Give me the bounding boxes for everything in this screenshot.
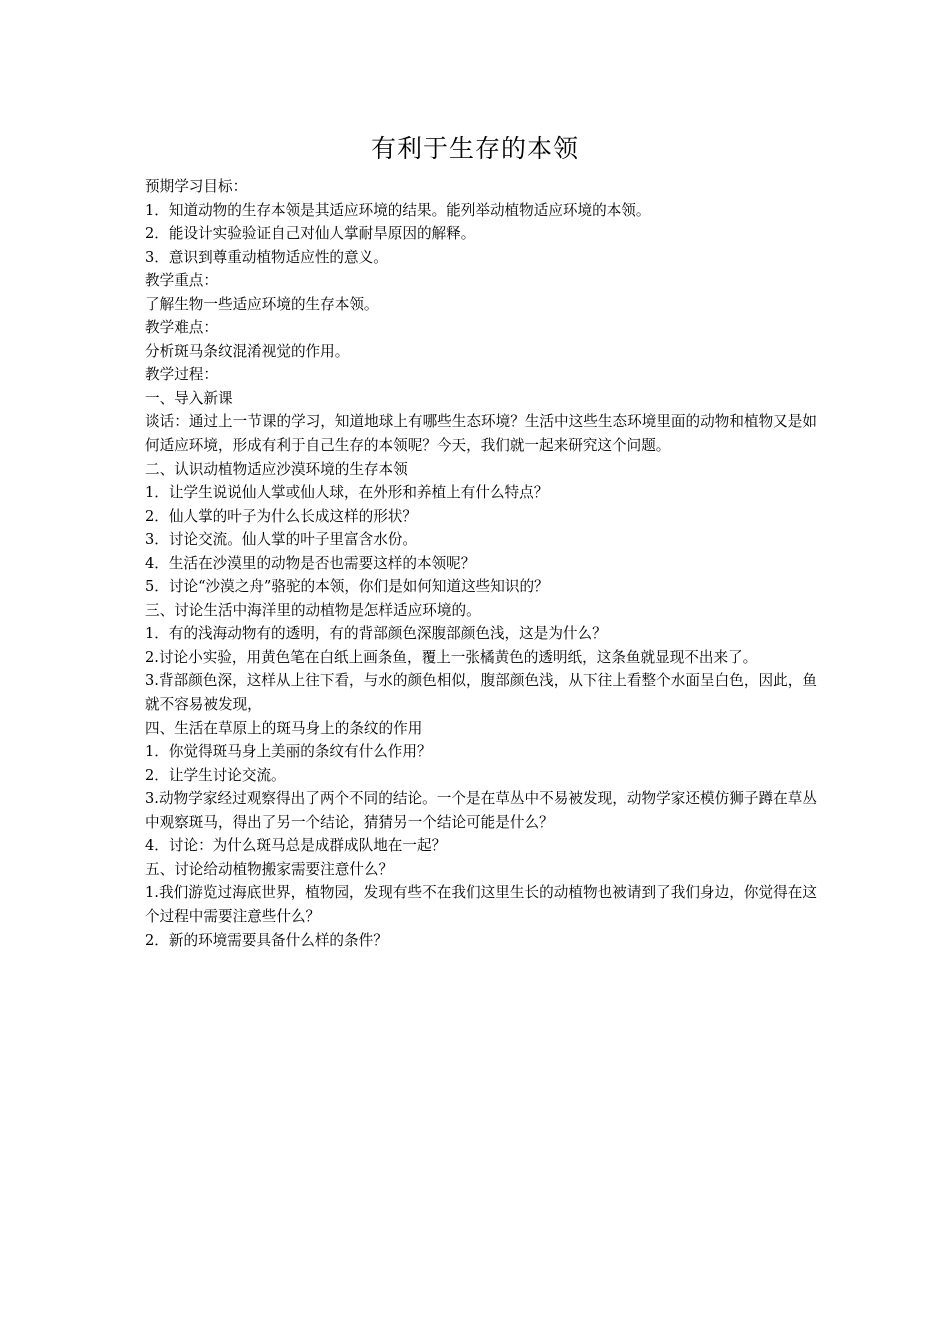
document-body [145,175,817,952]
paragraph: 1.我们游览过海底世界，植物园，发现有些不在我们这里生长的动植物也被请到了我们身边，你觉得在这个过程中需要注意些什么？ [145,884,817,925]
paragraph: 2．新的环境需要具备什么样的条件？ [145,931,388,949]
paragraph: 三、讨论生活中海洋里的动植物是怎样适应环境的。 [145,601,481,619]
paragraph: 了解生物一些适应环境的生存本领。 [145,295,379,313]
paragraph: 谈话：通过上一节课的学习，知道地球上有哪些生态环境？生活中这些生态环境里面的动物和植物又是如何适应环境，形成有利于自己生存的本领呢？今天，我们就一起来研究这个问题。 [145,413,817,455]
paragraph: 3．意识到尊重动植物适应性的意义。 [145,248,388,266]
paragraph: 二、认识动植物适应沙漠环境的生存本领 [145,460,408,478]
paragraph: 4．生活在沙漠里的动物是否也需要这样的本领呢？ [145,554,476,572]
paragraph: 一、导入新课 [145,389,233,407]
paragraph: 教学难点： [145,319,218,337]
paragraph: 1．让学生说说仙人掌或仙人球，在外形和养植上有什么特点？ [145,484,549,502]
paragraph: 1．知道动物的生存本领是其适应环境的结果。能列举动植物适应环境的本领。 [145,201,651,219]
document-title: 有利于生存的本领 [370,134,579,163]
paragraph: 2．仙人掌的叶子为什么长成这样的形状？ [145,507,417,525]
paragraph: 3．讨论交流。仙人掌的叶子里富含水份。 [145,531,417,549]
paragraph: 2．能设计实验验证自己对仙人掌耐旱原因的解释。 [145,225,476,243]
paragraph: 2.讨论小实验，用黄色笔在白纸上画条鱼，覆上一张橘黄色的透明纸，这条鱼就显现不出来了。 [145,648,758,666]
paragraph: 分析斑马条纹混淆视觉的作用。 [145,342,350,360]
paragraph: 教学过程： [145,366,218,384]
paragraph: 五、讨论给动植物搬家需要注意什么？ [145,860,394,878]
paragraph: 1．你觉得斑马身上美丽的条纹有什么作用？ [145,743,432,761]
paragraph: 3.背部颜色深，这样从上往下看，与水的颜色相似，腹部颜色浅，从下往上看整个水面呈白色，因此，鱼就不容易被发现， [145,672,817,714]
paragraph: 教学重点： [145,272,218,290]
paragraph: 2．让学生讨论交流。 [145,766,286,784]
paragraph: 1．有的浅海动物有的透明，有的背部颜色深腹部颜色浅，这是为什么？ [145,625,607,643]
paragraph: 3.动物学家经过观察得出了两个不同的结论。一个是在草丛中不易被发现，动物学家还模仿狮子蹲在草丛中观察斑马，得出了另一个结论，猜猜另一个结论可能是什么？ [145,790,817,831]
paragraph: 预期学习目标： [145,178,248,195]
paragraph: 四、生活在草原上的斑马身上的条纹的作用 [145,719,423,737]
paragraph: 4．讨论：为什么斑马总是成群成队地在一起？ [145,837,447,855]
paragraph: 5．讨论“沙漠之舟”骆驼的本领，你们是如何知道这些知识的？ [145,578,549,596]
